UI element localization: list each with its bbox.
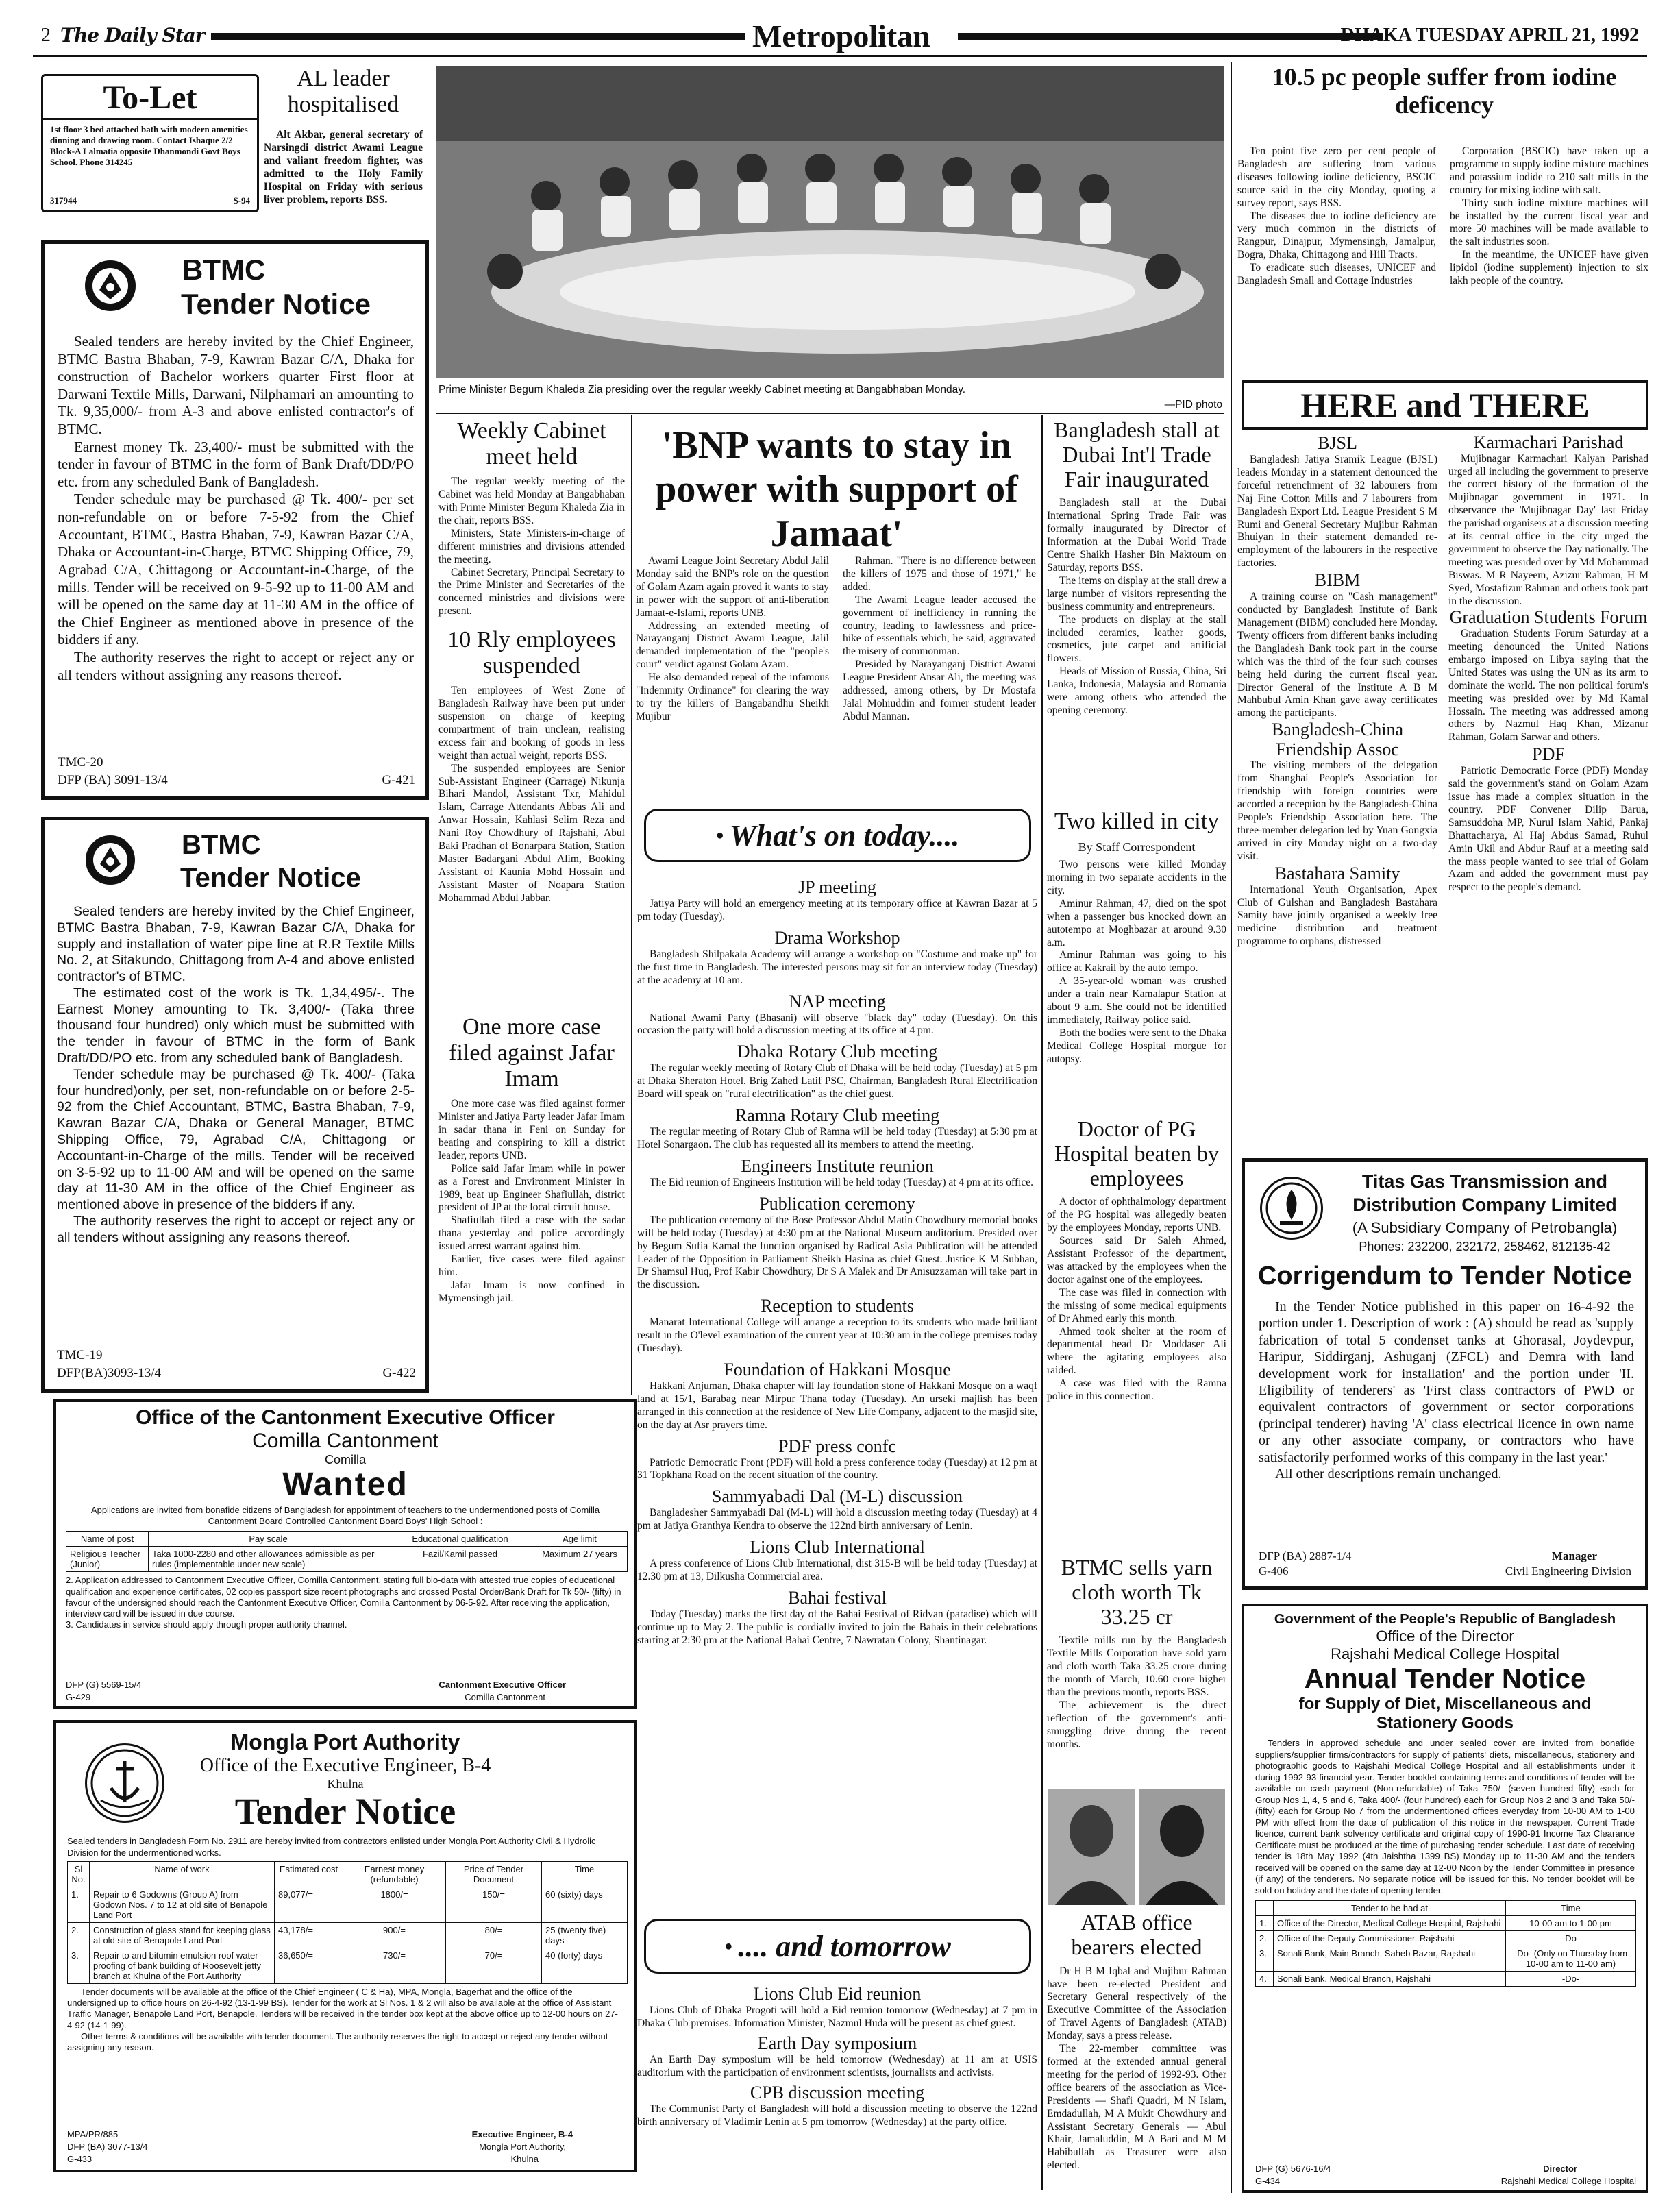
signatory-office: Rajshahi Medical College Hospital — [1500, 2176, 1636, 2186]
headline: One more case filed against Jafar Imam — [449, 1014, 615, 1092]
company-title: Titas Gas Transmission and — [1361, 1171, 1608, 1192]
table-row: Religious Teacher (Junior) Taka 1000-2280 and other allowances admissible as per rules (implementable under new scale) Fazil/Kamil passed Maximum 27 years — [66, 1547, 628, 1572]
signatory-office: Comilla Cantonment — [465, 1692, 545, 1702]
article-col-1: Ten point five zero per cent people of Bangladesh are suffering from various diseases following iodine deficiency, BSCIC source said in the city Monday, quoting a survey report, says BSS. The diseases due to iodine deficiency are very much common in the districts of Rangpur, Dinajpur, Mymensingh, Jamalpur, Bogra, Dhaka, Chittagong and Hill Tracts. To eradicate such diseases, UNICEF and Bangladesh Small and Cottage Industries — [1237, 145, 1436, 287]
atab-article — [1047, 1911, 1226, 2192]
article-body: Alt Akbar, general secretary of Narsingdi district Awami League and valiant freedom fighter, was admitted to the Holy Family Hospital on Friday with serious liver problem, reports BSS. — [264, 129, 423, 206]
ad-intro: Sealed tenders in Bangladesh Form No. 2911 are hereby invited from contractors enlisted under Mongla Port Authority Civil & Hydrolic Division for the undermentioned works. — [67, 1836, 596, 1858]
listing-item: Drama Workshop Bangladesh Shilpakala Academy will arrange a workshop on "Costume and make up" for the first time in Bangladesh. The interested persons may sit for an interview today (Tuesday) at the academy at 10 am. — [637, 927, 1037, 986]
article-col-1: Awami League Joint Secretary Abdul Jalil Monday said the BNP's role on the question of Golam Azam again proved it wants to stay in power with the support of anti-liberation Jamaat-e-Islami, reports UNB. Addressing an extended meeting of Narayanganj District Awami League, Jalil demanded implementation of the "people's court" verdict against Golam Azam. He also demanded repeal of the infamous "Indemnity Ordinance" for clearing the way to try the killers of Bangabandhu Sheikh Mujibur — [636, 555, 829, 722]
listing-item: NAP meeting National Awami Party (Bhasani) will observe "black day" today (Tuesday). On this occasion the party will hold a discussion meeting at its office at 4 pm. — [637, 991, 1037, 1037]
tender-notice-title: Tender Notice — [181, 288, 371, 320]
tolet-code: 317944 — [50, 195, 77, 206]
tender-code: TMC-19 — [57, 1348, 103, 1362]
dfp-code: DFP (BA) 3077-13/4 — [67, 2142, 148, 2152]
rajshahi-annual-tender-ad — [1242, 1604, 1648, 2193]
titas-gas-corrigendum-ad — [1242, 1158, 1648, 1590]
listing-item: PDF press confc Patriotic Democratic Front (PDF) will hold a press conference today (Tuesday) at 12 pm at 31 Topkhana Road on the recent situation of the country. — [637, 1436, 1037, 1482]
headline: BTMC sells yarn cloth worth Tk 33.25 cr — [1061, 1556, 1213, 1629]
here-and-there-banner: HERE and THERE — [1242, 380, 1648, 430]
listing-item: Karmachari Parishad Mujibnagar Karmachari Kalyan Parishad urged all including the government to preserve the correct history of the formation of the Mujibnagar government in 1971. In observance the 'Mujibnagar Day' last Friday the parishad organisers at a discussion meeting at its central office in the city urged the government to observe the Day nationally. The meeting was presided over by Md Mohammad Biswas. M R Nayeem, Azizur Rahman, H M Syed, Mostafizur Rahman and others took part in the discussion. — [1448, 433, 1648, 607]
ad-body: In the Tender Notice published in this paper on 16-4-92 the portion under 1. Description of work : (A) should be read as 'supply fabrication of total 5 condenset tanks at Ghorasal, Joydevpur, Haripur, Siddirganj, Ashuganj (ZFCL) and Demra with land development work for installation' and the portion under 'II. Eligibility of tenderers' as 'First class contractors of PWD or equivalent contractors of government or sector corporations (principal tenderer) having 'A' class electrical licence in own name or any other associate company, or contractors who have satisfactorily performed works of this company in the last year.' All other descriptions remain unchanged. — [1259, 1299, 1634, 1482]
two-killed-article — [1047, 809, 1226, 1110]
dubai-trade-fair-article — [1047, 418, 1226, 802]
tolet-body: 1st floor 3 bed attached bath with modern amenities dinning and drawing room. Contact Ishaque 2/2 Block-A Lalmatia opposite Dhanmondi Govt Boys School. Phone 314245 — [50, 124, 248, 167]
table-row: 1. Office of the Director, Medical College Hospital, Rajshahi 10-00 am to 1-00 pm — [1256, 1916, 1636, 1931]
ad-code: MPA/PR/885 — [67, 2129, 119, 2139]
listing-item: Earth Day symposium An Earth Day symposium will be held tomorrow (Wednesday) at 11 am at USIS auditorium with the participation of environment scientists, journalists and activists. — [637, 2033, 1037, 2078]
signatory: Director — [1543, 2163, 1577, 2174]
bnp-article — [636, 418, 1037, 809]
dfp-code: DFP(BA)3093-13/4 — [57, 1366, 162, 1380]
tender-code: TMC-20 — [58, 755, 103, 770]
signatory-office: Mongla Port Authority, — [479, 2142, 566, 2152]
paper-name: The Daily Star — [60, 24, 205, 47]
article-body: Two persons were killed Monday morning in two separate accidents in the city. Aminur Rahman, 47, died on the spot when a passenger bus knocked down an autotempo at Moghbazar at around 9.30 a.m. Aminur Rahman was going to his office at Kakrail by the auto tempo. A 35-year-old woman was crushed under a train near Kamalapur Station at about 9 a.m. She could not be identified immediately, Railway police said. Both the bodies were sent to the Dhaka Medical College Hospital morgue for autopsy. — [1047, 859, 1226, 1065]
article-col-2: Rahman. "There is no difference between the killers of 1975 and those of 1971," he added. The Awami League leader accused the government of inefficiency in running the country, leading to lawlessness and price-hike of essentials which, he said, aggravated the misery of commonman. Presided by Narayanganj District Awami League President Ansar Ali, the meeting was addressed, among others, by Dr Mostafa Jalal Mohiuddin and former student leader Abdul Mannan. — [843, 555, 1036, 722]
ad-body: Tenders in approved schedule and under sealed cover are invited from bonafide suppliers/supplier firms/contractors for supply of patients' diets, miscellaneous, stationery and photographic goods to Rajshahi Medical College Hospital and all establishments under it during 1992-93 financial year. Tender booklet containing terms and conditions of tender will be available on cash payment (Non-refundable) of Taka 750/- (seven hundred fifty) each for Group Nos 1, 4, 5 and 6, Taka 400/- (four hundred) each for Group Nos 2 and 3 and Taka 50/- (fifty) each for Group No 7 from the undermentioned offices everyday from 10-00 AM to 1-00 PM with effect from the date of publication of this notice in the newspaper. Current Trade licence, current bank solvency certificate and original copy of 1990-91 Income Tax Clearance Certificate must be produced at the time of purchasing tender schedule. Last date of receiving tender is 18th May 1992 (4th Jaishtha 1399 BS) Monday up to 11-30 AM and the tenders received will be opened on the same day at 12-00 Noon by the Tender Committee in presence (if any) of the tenderers. No separate notice will be issued for this. No tender booklet will be sold on holiday and the date of opening tender. — [1255, 1738, 1635, 1896]
corrigendum-heading: Corrigendum to Tender Notice — [1257, 1262, 1633, 1290]
weekly-cabinet-article — [438, 418, 625, 624]
tender-venue-table: Tender to be had at Time 1. Office of the Director, Medical College Hospital, Rajshahi 10-00 am to 1-00 pm 2. Office of the Deputy Commissioner, Rajshahi -Do- 3. Sonali Bank, Main Branch, Saheb Bazar, Rajshahi -Do- (Only on Thursday from 10-00 am to 11-00 am) 4. Sonali Bank, Medical Branch, Rajshahi -Do- — [1255, 1900, 1636, 1987]
btmc-tender-notice-2 — [41, 817, 429, 1393]
listing-item: Dhaka Rotary Club meeting The regular weekly meeting of Rotary Club of Dhaka will be held today (Tuesday) at 5 pm at Dhaka Sheraton Hotel. Brig Zahed Latif PSC, Chairman, Bangladesh Rural Electrification Board will speak on "rural electrification" as the chief guest. — [637, 1042, 1037, 1101]
dfp-code: DFP (BA) 2887-1/4 — [1259, 1549, 1352, 1562]
table-row: 2. Office of the Deputy Commissioner, Rajshahi -Do- — [1256, 1931, 1636, 1946]
listing-item: CPB discussion meeting The Communist Party of Bangladesh will hold a discussion meeting to observe the 122nd birth anniversary of Vladimir Lenin at 5 pm tomorrow (Wednesday) at the party office. — [637, 2082, 1037, 2128]
office-subtitle: Comilla Cantonment — [252, 1430, 438, 1452]
page-number: 2 — [41, 25, 51, 46]
listing-item: Foundation of Hakkani Mosque Hakkani Anjuman, Dhaka chapter will lay foundation stone of Hakkani Mosque on a waqf land at 15/1, Barabag near Mirpur Thana today (Tuesday). An urseki majlish has been arranged in this connection at the residence of New Life Company, adjacent to the masjid site, on the day at Asr prayers time. — [637, 1359, 1037, 1431]
iodine-deficiency-article — [1237, 63, 1651, 385]
dfp-code: DFP (G) 5676-16/4 — [1255, 2163, 1331, 2174]
table-row: 3. Repair to and bitumin emulsion roof water proofing of bank building of Roosevelt jetty branch at Khulna of the Port Authority 36,650/= 730/= 70/= 40 (forty) days — [68, 1948, 628, 1983]
whats-on-today-listing — [637, 877, 1037, 1905]
tender-body: Sealed tenders are hereby invited by the Chief Engineer, BTMC Bastra Bhaban, 7-9, Kawran Bazar C/A, Dhaka for supply and installation of water pipe line at R.R Textile Mills No. 2, at Sitakundo, Chittagong from A-4 and above enlisted contractor's of BTMC. The estimated cost of the work is Tk. 1,34,495/-. The Earnest Money amounting to Tk. 3,400/- (Taka three thousand four hundred) only which must be submitted with the tender in favour of BTMC in the form of Bank Draft/DD/PO etc. from any scheduled bank of Bangladesh. Tender schedule may be purchased @ Tk. 400/- (Taka four hundred)only, per set, non-refundable on or before 2-5-92 from the Chief Accountant, BTMC, Bastra Bhaban, 7-9, Kawran Bazar C/A, Dhaka or General Manager, BTMC Shipping Office, 79, Agrabad C/A, Chittagong or Accountant-in-Charge of the mills. Tender will be received on 3-5-92 up to 11-00 AM and will be opened on the same day at 11-30 AM in the office of the Chief Engineer as mentioned above in presence of the bidders if any. The authority reserves the right to accept or reject any or all tenders without assigning any reasons thereof. — [57, 904, 415, 1245]
company-subtitle: (A Subsidiary Company of Petrobangla) — [1352, 1219, 1618, 1236]
tender-subheading: for Supply of Diet, Miscellaneous and Stationery Goods — [1298, 1695, 1592, 1732]
listing-item: Engineers Institute reunion The Eid reunion of Engineers Institution will be held today (Tuesday) at 4 pm at its office. — [650, 1155, 1034, 1188]
tender-body: Sealed tenders are hereby invited by the Chief Engineer, BTMC Bastra Bhaban, 7-9, Kawran Bazar C/A, Dhaka for construction of Bachelor workers quarter First floor at Darwani Textile Mills, Darwani, Nilphamari an amounting to Tk. 9,35,000/- from A-3 and above enlisted contractor's of BTMC. Earnest money Tk. 23,400/- must be submitted with the tender in favour of BTMC in the form of Bank Draft/DD/PO etc. from any scheduled Bank of Bangladesh. Tender schedule may be purchased @ Tk. 400/- per set non-refundable on or before 7-5-92 from the Chief Accountant, BTMC, Bastra Bhaban, 7-9, Kawran Bazar C/A, Dhaka or Accountant-in-Charge, BTMC Shipping Office, 79, Agrabad C/A, Chittagong or Accountant-in-Charge, of the mills. Tender will be received on 9-5-92 up to 11-00 AM and will be opened on the same day at 11-30 AM in the office of the Chief Engineer as mentioned above in presence of the bidders if any. The authority reserves the right to accept or reject any or all tenders without assigning any reasons thereof. — [58, 333, 414, 683]
office-subtitle: Rajshahi Medical College Hospital — [1331, 1645, 1559, 1663]
listing-item: Publication ceremony The publication ceremony of the Bose Professor Abdul Matin Chowdhury memorial books will be held today (Tuesday) at 4:30 pm at the National Museum auditorium. Presided over by Begum Sufia Kamal the function organised by Radical Asia Publication will be attended Leader of the Opposition in Parliament Sheikh Hasina as chief Guest. Justice K M Subhan, Dr Shamsul Huq, Prof Kabir Chowdhury, Dr S A Malek and Dr Anisuzzaman will take part in the discussion. — [637, 1193, 1037, 1291]
mongla-port-ad — [53, 1720, 637, 2172]
headline: Bangladesh stall at Dubai Int'l Trade Fair inaugurated — [1054, 418, 1220, 491]
article-body: One more case was filed against former Minister and Jatiya Party leader Jafar Imam in sadar thana in Feni on Sunday for beating and conspiring to kill a district leader, reports UNB. Police said Jafar Imam while in power as a Forest and Environment Minister in 1989, beat up Engineer Shafiullah, district president of JP at the local circuit house. Shafiullah filed a case with the sadar thana yesterday and police accordingly issued arrest warrant against him. Earlier, five cases were filed against him. Jafar Imam is now confined in Mymensingh jail. — [438, 1098, 625, 1304]
listing-item: Lions Club International A press conference of Lions Club International, dist 315-B will be held today (Tuesday) at 12.30 pm at 13, Dilkusha Commercial area. — [637, 1537, 1037, 1583]
signatory-location: Khulna — [510, 2154, 539, 2164]
tender-notice-title: Tender Notice — [180, 863, 361, 893]
ad-code: G-421 — [382, 773, 415, 787]
whats-on-today-banner: ● What's on today.... — [644, 809, 1031, 862]
ad-code: G-422 — [382, 1366, 416, 1380]
mongla-port-logo-icon — [85, 1743, 164, 1823]
photo-credit: —PID photo — [1164, 399, 1222, 410]
headline: 10 Rly employees suspended — [447, 627, 616, 679]
headline: Two killed in city — [1054, 809, 1220, 834]
dateline: DHAKA TUESDAY APRIL 21, 1992 — [1340, 25, 1639, 46]
signatory: Cantonment Executive Officer — [438, 1680, 566, 1690]
company-phones: Phones: 232200, 232172, 258462, 812135-42 — [1359, 1240, 1611, 1253]
dfp-code: DFP (G) 5569-15/4 — [66, 1680, 142, 1690]
ad-code: G-429 — [66, 1692, 91, 1702]
ad-intro: Applications are invited from bonafide citizens of Bangladesh for appointment of teachers to the undermentioned posts of Comilla Cantonment Board Controlled Cantonment Board Boys' High School : — [90, 1504, 600, 1527]
atab-portrait-photo-1 — [1048, 1789, 1135, 1905]
btmc-title: BTMC — [182, 254, 266, 286]
atab-portrait-photo-2 — [1139, 1789, 1225, 1905]
listing-item: Lions Club Eid reunion Lions Club of Dhaka Progoti will hold a Eid reunion tomorrow (Wednesday) at 7 pm in Dhaka Club premises. Information Minister, Nazmul Huda will be present as chief guest. — [637, 1984, 1037, 2029]
section-title: Metropolitan — [752, 19, 930, 53]
tomorrow-listing — [637, 1984, 1037, 2189]
btmc-title: BTMC — [182, 830, 261, 860]
headline: Weekly Cabinet meet held — [457, 418, 606, 470]
article-body: The regular weekly meeting of the Cabinet was held Monday at Bangabhaban with Prime Minister Begum Khaleda Zia in the chair, reports BSS. Ministers, State Ministers-in-charge of different ministries and divisions attended the meeting. Cabinet Secretary, Principal Secretary to the Prime Minister and Secretaries of the concerned ministries and divisions were present. — [438, 476, 625, 617]
tender-notice-heading: Tender Notice — [234, 1791, 456, 1832]
listing-item: Bahai festival Today (Tuesday) marks the first day of the Bahai Festival of Ridvan (paradise) which will continue up to May 2. The public is cordially invited to join the Bahais in their celebrations starting at 2:30 pm at the National Bahai Centre, 7 Nawratan Colony, Shantinagar. — [637, 1588, 1037, 1646]
titas-gas-logo-icon — [1260, 1177, 1323, 1240]
ad-code: G-406 — [1259, 1565, 1289, 1578]
article-body: Textile mills run by the Bangladesh Textile Mills Corporation have sold yarn and cloth worth Taka 33.25 crore during the month of March, 10.60 crore higher than the previous month, reports BSS. The achievement is the direct reflection of the government's anti-smuggling drive during the recent months. — [1047, 1634, 1226, 1750]
headline: Doctor of PG Hospital beaten by employees — [1054, 1117, 1219, 1190]
btmc-logo-icon — [85, 260, 136, 311]
table-row: 3. Sonali Bank, Main Branch, Saheb Bazar, Rajshahi -Do- (Only on Thursday from 10-00 am to 11-00 am) — [1256, 1946, 1636, 1972]
btmc-tender-notice-1 — [41, 240, 429, 800]
article-body: Bangladesh stall at the Dubai International Spring Trade Fair was formally inaugurated by Director of Information at the Dubai World Trade Centre Shaikh Hasher Bin Maktoum on Saturday, reports BSS. The items on display at the stall drew a large number of visitors representing the business community and entrepreneurs. The products on display at the stall included ceramics, leather goods, cosmetics, jute carpet and artificial flowers. Heads of Mission of Russia, China, Sri Lanka, Indonesia, Malaysia and Romania were among others who attended the opening ceremony. — [1047, 497, 1226, 716]
listing-item: Graduation Students Forum Graduation Students Forum Saturday at a meeting denounced the United Nations embargo imposed on Libya saying that the United States was using the UN as its arm to dominate the world. The non political forum's meeting was presided over by Md Kamal Hossain. The meeting was addressed among others by Nazmul Haq Khan, Mizanur Rahman, Golam Sarwar and others. — [1448, 607, 1648, 744]
table-row: 4. Sonali Bank, Medical Branch, Rajshahi -Do- — [1256, 1972, 1636, 1987]
rly-employees-article — [438, 627, 625, 997]
listing-item: PDF Patriotic Democratic Force (PDF) Monday said the government's stand on Golam Azam issue has made a complex situation in the country. PDF Convener Dilip Barua, Samsuddoha MP, Nurul Islam Nahid, Pankaj Bhattacharya, Al Haj Abdus Samad, Ruhul Amin Ukil and Abdur Rauf at a meeting said the mass people wanted to see trial of Golam Azam and added the government must pay respect to the people's demand. — [1448, 744, 1648, 894]
btmc-yarn-article — [1047, 1556, 1226, 1782]
office-title: Office of the Executive Engineer, B-4 — [199, 1755, 491, 1776]
article-body: Ten employees of West Zone of Bangladesh Railway have been put under suspension on charge of keeping compartment of train unclean, realising excess fair and booking of goods in less weight than actual weight, reports BSS. The suspended employees are Senior Sub-Assistant Engineer (Carrage) Nikunja Bihari Mandol, Assistant Txr, Mahidul Islam, Carrage Attendants Abbas Ali and Anwar Hossain, Kahlasi Selim Reza and Nani Roy Chowdhury of Rajshahi, Abul Baki Pradhan of Bonarpara Station, Station Master Badargani Abdul Alim, Booking Assistant of Kaunia Mohd Hossain and Assistant Master of Noapara Station Mohammad Abdul Jabbar. — [438, 685, 625, 904]
table-row: 2. Construction of glass stand for keeping glass at old site of Benapole Land Port 43,178/= 900/= 80/= 25 (twenty five) days — [68, 1922, 628, 1948]
jafar-imam-article — [438, 1014, 625, 1391]
headline: 10.5 pc people suffer from iodine deficency — [1272, 63, 1617, 119]
office-title: Office of the Cantonment Executive Officer — [136, 1406, 555, 1429]
photo-caption: Prime Minister Begum Khaleda Zia presiding over the regular weekly Cabinet meeting at Bangabhaban Monday. — [438, 384, 966, 395]
ad-note: 3. Candidates in service should apply through proper authority channel. — [66, 1619, 347, 1630]
govt-title: Government of the People's Republic of Bangladesh — [1274, 1612, 1616, 1627]
table-row: 1. Repair to 6 Godowns (Group A) from Godown Nos. 7 to 12 at old site of Benapole Land Port 89,077/= 1800/= 150/= 60 (sixty) days — [68, 1887, 628, 1922]
listing-item: Sammyabadi Dal (M-L) discussion Bangladesher Sammyabadi Dal (M-L) will hold a discussion meeting today (Tuesday) at 4 pm at Jatiya Granthya Kendra to observe the 122nd birth anniversary of Lenin. — [637, 1486, 1037, 1532]
authority-title: Mongla Port Authority — [230, 1730, 460, 1754]
posts-table: Name of post Pay scale Educational qualification Age limit Religious Teacher (Junior) Taka 1000-2280 and other allowances admissible as per rules (implementable under new scale) Fazil/Kamil passed Maximum 27 years — [66, 1531, 628, 1572]
listing-item: BJSL Bangladesh Jatiya Sramik League (BJSL) leaders Monday in a statement denounced the forceful retrenchment of 32 labourers from Naj Fine Cotton Mills and 7 labourers from Bangladesh Export Ltd. League President S M Rumi and General Secretary Mujibur Rahman Bhuiyan in their statement demanded re-employment of the labourers in the respective factories. — [1237, 433, 1437, 569]
works-table: Sl No. Name of work Estimated cost Earnest money (refundable) Price of Tender Document Time 1. Repair to 6 Godowns (Group A) from Godown Nos. 7 to 12 at old site of Benapole Land Port 89,077/= 1800/= 150/= 60 (sixty) days 2. Construction of glass stand for keeping glass at old site of Benapole Land Port 43,178/= 900/= 80/= 25 (twenty five) days 3. Repair to and bitumin emulsion roof water proofing of bank building of Roosevelt jetty branch at Khulna of the Port Authority 36,650/= 730/= 70/= 40 (forty) days — [67, 1861, 628, 1984]
byline: By Staff Correspondent — [1078, 840, 1196, 855]
listing-item: Bangladesh-China Friendship Assoc The visiting members of the delegation from Shanghai People's Association for friendship with foreign countries were accorded a reception by the Bangladesh-China People's Friendship Association here. The three-member delegation led by Yuan Gongxia arrived in city Monday night on a two-day visit. — [1237, 720, 1437, 862]
signatory-division: Civil Engineering Division — [1505, 1565, 1631, 1578]
signatory: Manager — [1551, 1549, 1597, 1562]
here-and-there-col-1 — [1237, 433, 1437, 1153]
signatory: Executive Engineer, B-4 — [471, 2129, 573, 2139]
listing-item: Bastahara Samity International Youth Organisation, Apex Club of Gulshan and Bangladesh Bastahara Samity have jointly organised a weekly free medicine distribution and treatment programme to orphans, distressed — [1237, 863, 1437, 948]
tolet-title: To-Let — [43, 76, 257, 120]
headline: 'BNP wants to stay in power with support of Jamaat' — [655, 424, 1018, 555]
tolet-code-ref: S-94 — [233, 195, 250, 206]
comilla-cantonment-ad — [53, 1399, 637, 1709]
wanted-heading: Wanted — [282, 1467, 408, 1503]
cabinet-meeting-photo — [436, 66, 1224, 378]
ad-code: G-434 — [1255, 2176, 1281, 2186]
listing-item: JP meeting Jatiya Party will hold an emergency meeting at its temporary office at Kawran Bazar at 5 pm today (Tuesday). — [637, 877, 1037, 922]
ad-code: G-433 — [67, 2154, 92, 2164]
article-col-2: Corporation (BSCIC) have taken up a programme to supply iodine mixture machines and potassium iodide to 210 salt mills in the country for mixing iodine with salt. Thirty such iodine mixture machines will be installed by the current fiscal year and more 50 machines will be made available to the salt industries soon. In the meantime, the UNICEF have given lipidol (iodine supplement) injection to six lakh people of the country. — [1450, 145, 1648, 287]
ad-body: Tender documents will be available at the office of the Chief Engineer ( C & Ha), MPA, Mongla, Bagerhat and the office of the undersigned up to office hours on 26-4-92 (13-1-99 BS). Tender for the work at Sl Nos. 1 & 2 will also be available at the office of Assistant Traffic Manager, Benapole Land Port, Benapole. Tenders will be received in the tender box kept at the above office up to 12-00 hours on 27-4-92 (14-1-99). — [67, 1986, 618, 2031]
annual-tender-heading: Annual Tender Notice — [1304, 1664, 1586, 1694]
listing-item: BIBM A training course on "Cash management" conducted by Bangladesh Institute of Bank Management (BIBM) concluded here Monday. Twenty officers from different banks including the Bangladesh Bank took part in the course which was the third of the four such courses being held during the current fiscal year. Director General of the Institute A B M Mahbubul Amin Khan gave away certificates among the participants. — [1237, 570, 1437, 720]
company-title: Distribution Company Limited — [1352, 1194, 1617, 1215]
btmc-logo-icon — [86, 835, 135, 885]
al-leader-article — [264, 66, 423, 230]
pg-hospital-doctor-article — [1047, 1117, 1226, 1549]
tolet-ad — [41, 74, 259, 212]
headline: ATAB office bearers elected — [1071, 1911, 1202, 1959]
article-body: Dr H B M Iqbal and Mujibur Rahman have been re-elected President and Secretary General respectively of the Executive Committee of the Association of Travel Agents of Bangladesh (ATAB) Monday, says a press release. The 22-member committee was formed at the extended annual general meeting for the period of 1992-93. Other office bearers of the association as Vice-Presidents — Shafi Quadri, M N Islam, Emdadullah, M A Mukit Chowdhury and Assistant Secretary Generals — Abul Khair, Jamaluddin, M A Bari and M M Habibullah as Treasurer were also elected. — [1047, 1965, 1226, 2172]
office-location: Comilla — [324, 1453, 366, 1467]
office-title: Office of the Director — [1376, 1628, 1514, 1645]
headline: AL leader hospitalised — [287, 66, 399, 118]
ad-note: 2. Application addressed to Cantonment Executive Officer, Comilla Cantonment, stating full bio-data with attested true copies of educational qualification and experience certificates, 02 copies passport size recent photographs and crossed Postal Order/Bank Draft for Tk 50/- (fifty) in favour of the undersigned should reach the Cantonment Executive Officer, Comilla Cantonment by 06-5-92. After receiving the application, interview card will be issued in due course. — [66, 1575, 621, 1619]
article-body: A doctor of ophthalmology department of the PG hospital was allegedly beaten by the employees Monday, reports UNB. Sources said Dr Saleh Ahmed, Assistant Professor of the department, was attacked by the employees when the doctor against one of the employees. The case was filed in connection with the missing of some medical equipments of Dr Ahmed early this month. Ahmed took shelter at the room of departmental head Dr Moddaser Ali where the agitating employees also raided. A case was filed with the Ramna police in this connection. — [1047, 1196, 1226, 1403]
listing-item: Ramna Rotary Club meeting The regular meeting of Rotary Club of Ramna will be held today (Tuesday) at 5:30 pm at Hotel Sonargaon. The club has requested all its members to attend the meeting. — [637, 1105, 1037, 1151]
office-location: Khulna — [327, 1777, 364, 1791]
ad-body: Other terms & conditions will be available with tender document. The authority reserves the right to accept or reject any tender without assigning any reason. — [67, 2031, 608, 2053]
and-tomorrow-banner: ● .... and tomorrow — [644, 1919, 1031, 1974]
listing-item: Reception to students Manarat International College will arrange a reception to its students who made brilliant result in the O'level examination of the current year at 10:30 am in the college premises today (Tuesday). — [637, 1296, 1037, 1355]
here-and-there-col-2 — [1448, 433, 1648, 1153]
dfp-code: DFP (BA) 3091-13/4 — [58, 773, 168, 787]
masthead — [33, 21, 1647, 52]
